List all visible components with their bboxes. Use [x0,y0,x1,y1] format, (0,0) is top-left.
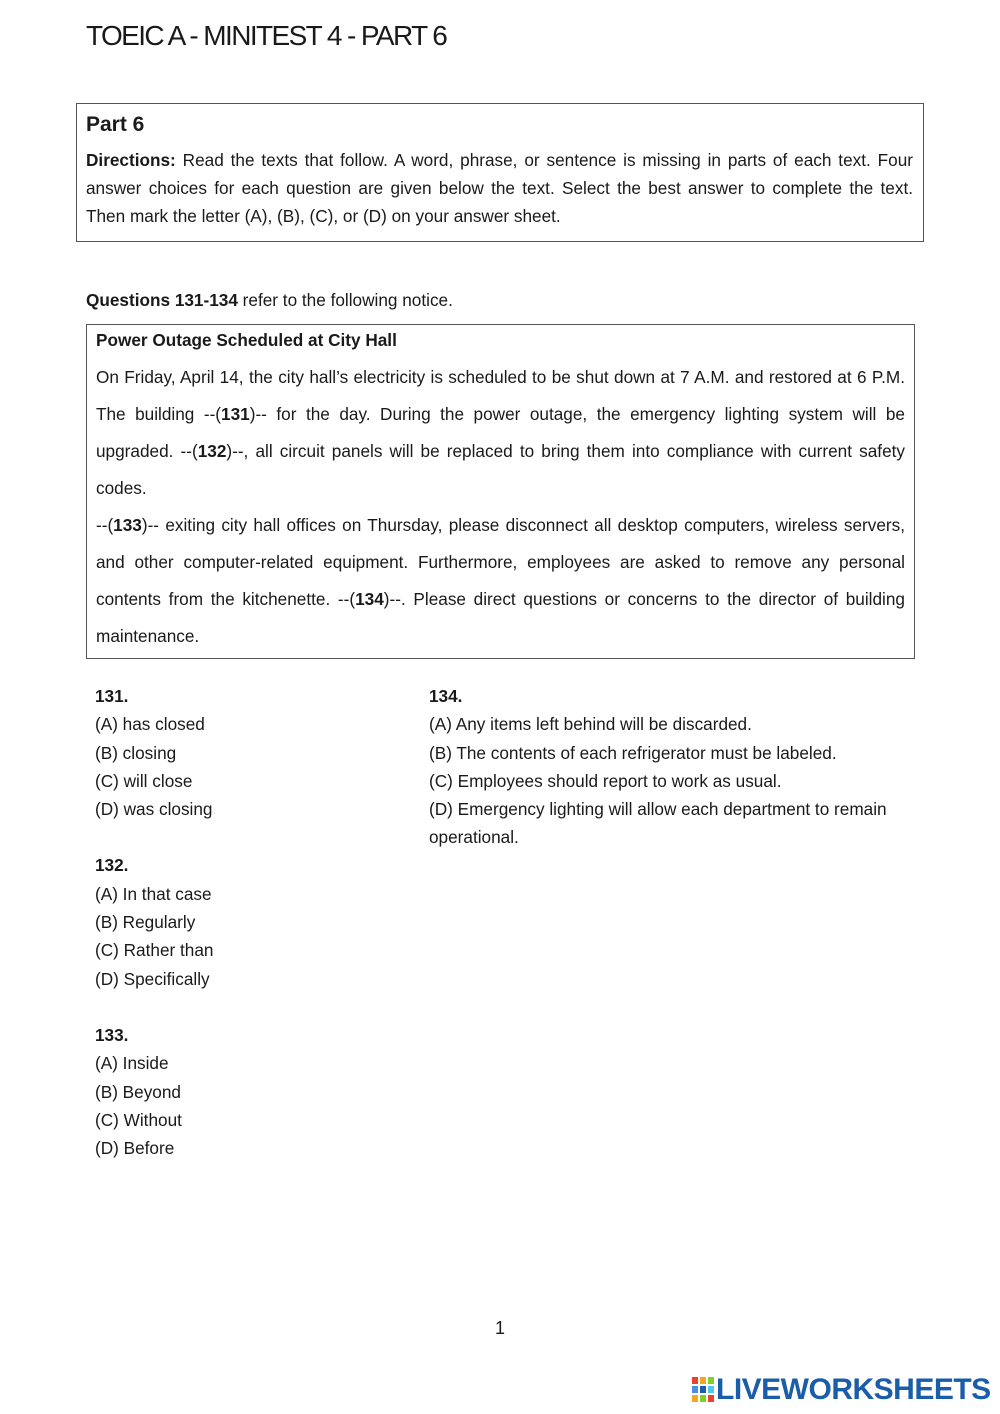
notice-paragraph-2 [96,507,905,655]
notice-text: )--. Please direct questions or concerns to the director of building maintenance. [96,589,905,646]
question-number: 134. [429,686,463,706]
question-number: 132. [95,855,129,876]
question-number: 131. [95,686,129,706]
answer-option[interactable]: (D) Emergency lighting will allow each department to remain operational. [429,799,887,848]
answer-option[interactable]: (C) Employees should report to work as usual. [429,770,782,791]
notice-text: On Friday, April 14, the city hall’s electricity is scheduled to be shut down at 7 A.M. and restored at 6 P.M. The building --( [96,367,905,424]
notice-title: Power Outage Scheduled at City Hall [96,330,397,350]
answer-option[interactable]: (D) Before [95,1138,175,1159]
liveworksheets-logo[interactable] [692,1374,991,1406]
blank-133: 133 [113,515,142,535]
answer-option[interactable]: (C) will close [95,770,193,791]
page-number: 1 [494,1318,505,1338]
question-133 [95,1021,395,1162]
questions-intro-rest: refer to the following notice. [237,290,453,310]
liveworksheets-wordmark: LIVEWORKSHEETS [716,1373,991,1406]
notice-text: )-- for the day. During the power outage, the emergency lighting system will be upgraded. --( [96,404,905,461]
notice-paragraph-1 [96,359,905,507]
question-132 [95,851,395,992]
blank-132: 132 [197,441,227,461]
document-title: TOEIC A - MINITEST 4 - PART 6 [86,20,447,51]
blank-131: 131 [221,404,250,424]
answer-option[interactable]: (D) Specifically [95,968,210,989]
notice-text: )--, all circuit panels will be replaced to bring them into compliance with current safety codes. [96,441,905,498]
answer-option[interactable]: (A) In that case [95,883,212,904]
directions-text [86,146,913,230]
questions-range: Questions 131-134 [86,290,238,310]
answer-option[interactable]: (C) Without [95,1109,182,1130]
answer-option[interactable]: (A) Any items left behind will be discarded. [429,714,752,735]
questions-intro [86,287,453,313]
notice-text: )-- exiting city hall offices on Thursday, please disconnect all desktop computers, wireless servers, and other computer-related equipment. Furthermore, employees are asked to remove any personal contents from the kitchenette. --( [96,515,905,609]
answer-option[interactable]: (C) Rather than [95,940,214,961]
directions-label: Directions: [86,150,176,170]
question-number: 133. [95,1024,129,1045]
blank-134: 134 [355,589,384,609]
answer-option[interactable]: (D) was closing [95,799,213,820]
answer-option[interactable]: (B) Regularly [95,912,196,933]
answer-option[interactable]: (A) has closed [95,714,205,735]
liveworksheets-icon [692,1377,714,1403]
questions-right-column [429,682,899,880]
answer-option[interactable]: (B) The contents of each refrigerator must be labeled. [429,742,837,763]
question-134 [429,682,899,852]
part-heading: Part 6 [86,113,145,136]
answer-option[interactable]: (B) closing [95,742,177,763]
answer-option[interactable]: (B) Beyond [95,1081,181,1102]
notice-box [86,324,915,659]
questions-left-column [95,682,395,1190]
notice-text: --( [96,515,114,535]
question-131 [95,682,395,823]
directions-box [76,103,924,242]
answer-option[interactable]: (A) Inside [95,1053,169,1074]
directions-body: Read the texts that follow. A word, phrase, or sentence is missing in parts of each text. Four answer choices for each question are given below the text. Select the best answer to complete the text. Then mark the letter (A), (B), (C), or (D) on your answer sheet. [86,150,913,226]
